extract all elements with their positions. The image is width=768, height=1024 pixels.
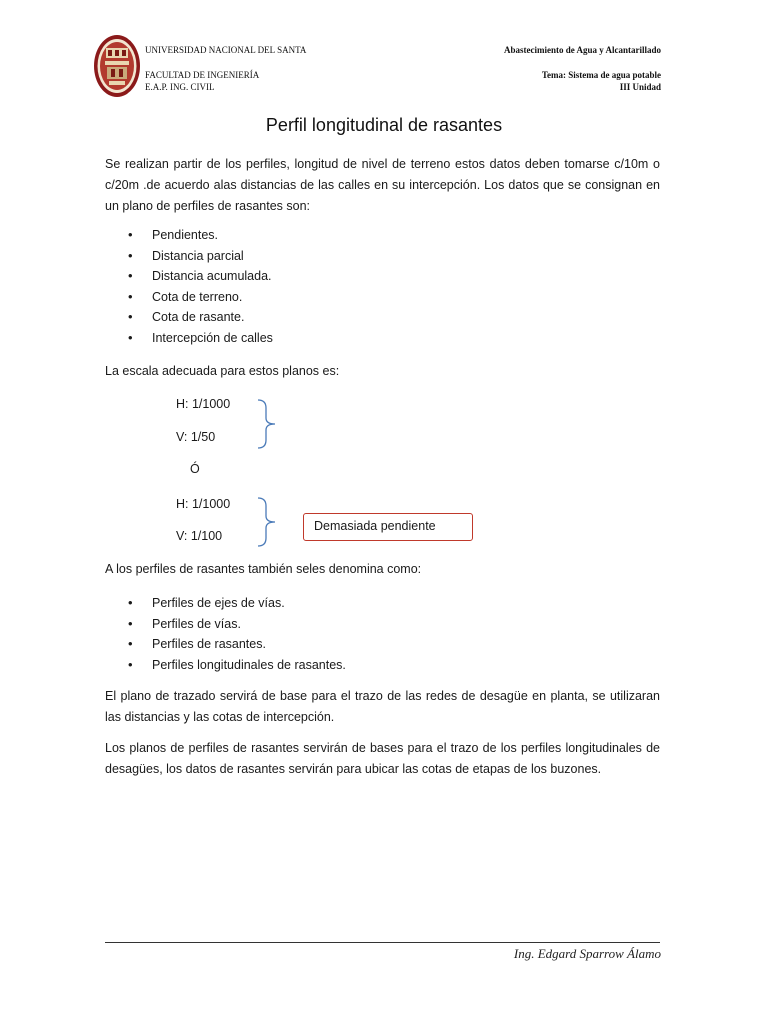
scale-b-vertical: V: 1/100: [176, 529, 223, 543]
unit-name: III Unidad: [619, 82, 661, 92]
scale-intro: La escala adecuada para estos planos es:: [105, 364, 340, 378]
list-item: • Pendientes.: [128, 225, 273, 246]
list-item: • Cota de rasante.: [128, 307, 273, 328]
or-separator: Ó: [190, 462, 200, 476]
footer-divider: [105, 942, 660, 943]
scale-a-horizontal: H: 1/1000: [176, 397, 231, 411]
footer-author: Ing. Edgard Sparrow Álamo: [513, 946, 661, 961]
list-item: • Perfiles de rasantes.: [128, 634, 346, 655]
brace-icon: [255, 398, 279, 450]
page-title: Perfil longitudinal de rasantes: [265, 115, 503, 135]
university-seal-icon: [93, 34, 141, 98]
intro-paragraph: Se realizan partir de los perfiles, longitud de nivel de terreno estos datos deben tomarse c/10m o c/20m .de acuerdo alas distancias de las calles en su intercepción. Los datos que se consignan en un plano de perfiles de rasantes son:: [105, 157, 660, 213]
topic-label: Tema:: [541, 70, 566, 80]
trazado-paragraph: El plano de trazado servirá de base para el trazo de las redes de desagüe en planta, se utilizaran las distancias y las cotas de intercepción.: [105, 689, 660, 724]
faculty-name: FACULTAD DE INGENIERÍA: [145, 70, 260, 80]
scale-a-vertical: V: 1/50: [176, 430, 216, 444]
callout-box: Demasiada pendiente: [303, 513, 473, 541]
university-name: UNIVERSIDAD NACIONAL DEL SANTA: [145, 45, 307, 55]
list-item: • Perfiles de ejes de vías.: [128, 593, 346, 614]
list-item: • Perfiles longitudinales de rasantes.: [128, 655, 346, 676]
names-intro: A los perfiles de rasantes también seles denomina como:: [105, 562, 422, 576]
planos-paragraph: Los planos de perfiles de rasantes servirán de bases para el trazo de los perfiles longitudinales de desagües, los datos de rasantes servirán para ubicar las cotas de etapas de los buzones.: [105, 741, 660, 776]
list-item: • Distancia parcial: [128, 246, 273, 267]
course-name: Abastecimiento de Agua y Alcantarillado: [504, 45, 661, 55]
scale-b-horizontal: H: 1/1000: [176, 497, 231, 511]
brace-icon: [255, 496, 279, 548]
data-items-list: [128, 225, 273, 348]
school-name: E.A.P. ING. CIVIL: [145, 82, 215, 92]
topic-value: Sistema de agua potable: [568, 70, 661, 80]
list-item: • Cota de terreno.: [128, 287, 273, 308]
list-item: • Perfiles de vías.: [128, 614, 346, 635]
list-item: • Distancia acumulada.: [128, 266, 273, 287]
topic-line: [542, 70, 661, 81]
name-items-list: [128, 593, 346, 675]
list-item: • Intercepción de calles: [128, 328, 273, 349]
